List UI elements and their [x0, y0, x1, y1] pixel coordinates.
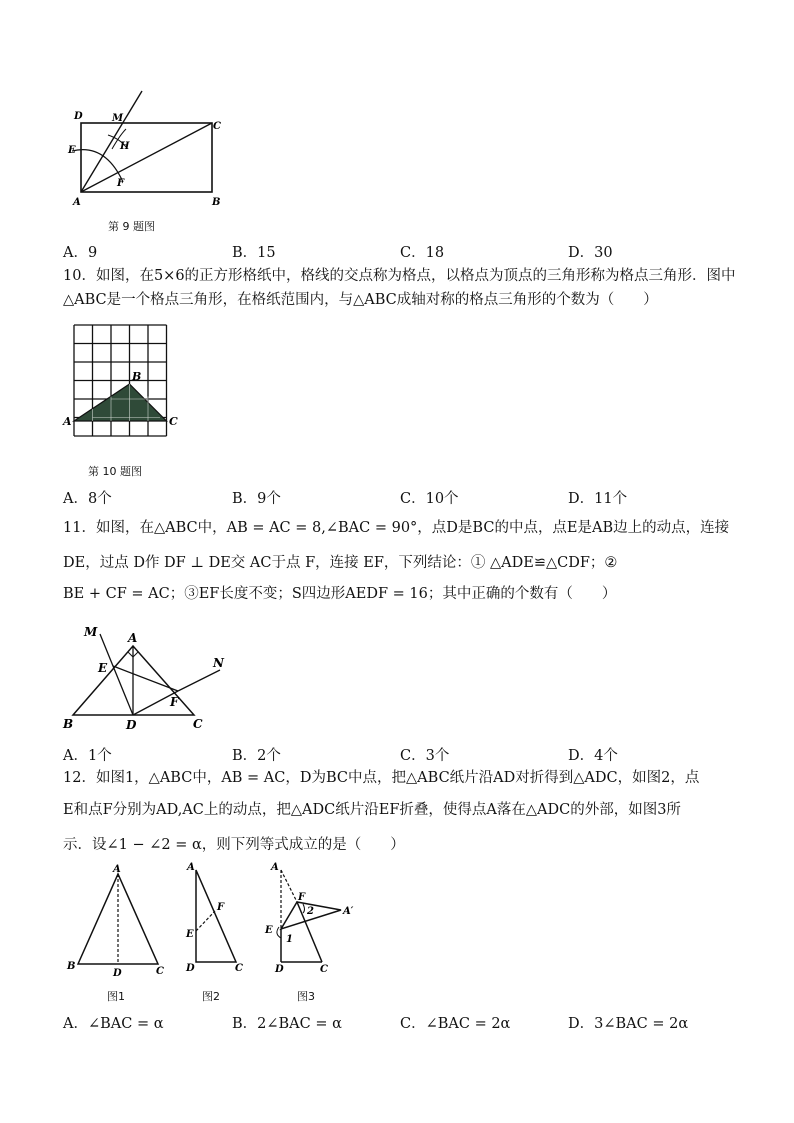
q11-text-line2: DE，过点 D作 DF ⊥ DE交 AC于点 F，连接 EF，下列结论：① △ADE≌△CDF；② — [63, 555, 618, 571]
q12-fig3-label-e: E — [265, 925, 273, 936]
q10-label-b: B — [132, 370, 142, 383]
q11-line-de — [113, 666, 133, 715]
q12-option-d: D．3∠BAC = 2α — [568, 1016, 689, 1032]
q12-figure-3 — [264, 862, 354, 975]
q11-label-d: D — [126, 718, 137, 732]
q12-fig2-label-d: D — [186, 963, 195, 974]
q12-text-line3: 示．设∠1 − ∠2 = α，则下列等式成立的是（ ） — [63, 837, 405, 853]
q12-fig3-label-1: 1 — [286, 934, 293, 945]
q9-ray-am — [81, 91, 142, 192]
q11-label-n: N — [213, 656, 224, 670]
q10-option-b: B．9个 — [232, 491, 281, 507]
q10-label-a: A — [63, 415, 72, 428]
q12-fig3-label-f: F — [298, 892, 306, 903]
q12-fig2-label-a: A — [187, 862, 195, 873]
q12-fig3-label-a: A — [271, 862, 279, 873]
q9-label-c: C — [213, 121, 221, 132]
q10-caption: 第 10 题图 — [88, 465, 142, 478]
q9-figure — [60, 85, 240, 210]
q11-option-d: D．4个 — [568, 748, 618, 764]
q12-fig3-label-c: C — [320, 964, 328, 975]
q12-fig2-label-f: F — [217, 902, 225, 913]
q12-fig3-label-2: 2 — [307, 906, 314, 917]
q11-label-e: E — [98, 661, 108, 675]
q12-fig1-label-d: D — [113, 968, 122, 979]
q11-figure — [60, 622, 240, 734]
q9-label-a: A — [73, 197, 81, 208]
q12-figure-2 — [185, 862, 243, 974]
q10-text-line2: △ABC是一个格点三角形，在格纸范围内，与△ABC成轴对称的格点三角形的个数为（ ） — [63, 292, 658, 308]
q12-fig3-dashed-af — [281, 870, 297, 902]
q10-grid-figure — [62, 322, 192, 442]
q12-option-c: C．∠BAC = 2α — [400, 1016, 511, 1032]
q9-option-a: A．9 — [63, 245, 98, 261]
q9-label-f: F — [117, 178, 125, 189]
q11-line-ef — [113, 666, 178, 691]
q9-label-m: M — [112, 113, 124, 124]
q9-label-d: D — [74, 111, 83, 122]
q9-label-b: B — [212, 197, 221, 208]
q9-caption: 第 9 题图 — [108, 220, 155, 233]
q11-label-c: C — [193, 717, 203, 731]
q9-option-d: D．30 — [568, 245, 613, 261]
q12-option-a: A．∠BAC = α — [63, 1016, 164, 1032]
q12-fig2-caption: 图2 — [202, 990, 220, 1003]
q11-label-f: F — [170, 695, 179, 709]
q9-diagonal-ac — [81, 123, 212, 192]
q12-fig3-label-d: D — [275, 964, 284, 975]
q11-label-a: A — [128, 631, 138, 645]
q12-fig1-label-a: A — [113, 864, 121, 875]
q12-fig3-angle-2-mark — [303, 904, 305, 913]
q12-fig1-caption: 图1 — [107, 990, 125, 1003]
q11-label-b: B — [63, 717, 74, 731]
q10-text-line1: 10．如图，在5×6的正方形格纸中，格线的交点称为格点，以格点为顶点的三角形称为格点三角形．图中 — [63, 268, 736, 284]
q12-text-line1: 12．如图1，△ABC中，AB = AC，D为BC中点，把△ABC纸片沿AD对折得到△ADC，如图2，点 — [63, 770, 700, 786]
q12-fig1-label-c: C — [156, 966, 164, 977]
q10-label-c: C — [169, 415, 178, 428]
q12-fig2-label-e: E — [186, 929, 194, 940]
q12-figure-1 — [66, 864, 164, 979]
q11-option-c: C．3个 — [400, 748, 450, 764]
q10-option-c: C．10个 — [400, 491, 459, 507]
q9-label-h: H — [120, 141, 130, 152]
q10-option-a: A．8个 — [63, 491, 112, 507]
q10-triangle-abc — [74, 384, 167, 421]
q11-text-line1: 11．如图，在△ABC中，AB = AC = 8,∠BAC = 90°，点D是BC的中点，点E是AB边上的动点，连接 — [63, 520, 730, 536]
q12-fig3-caption: 图3 — [297, 990, 315, 1003]
q12-option-b: B．2∠BAC = α — [232, 1016, 342, 1032]
q12-fig3-label-aprime: A′ — [343, 906, 354, 917]
q11-option-b: B．2个 — [232, 748, 281, 764]
q11-label-m: M — [84, 625, 98, 639]
q12-figures — [60, 858, 380, 1003]
q11-option-a: A．1个 — [63, 748, 112, 764]
q12-fig2-triangle-adc — [196, 870, 236, 962]
q12-text-line2: E和点F分别为AD,AC上的动点，把△ADC纸片沿EF折叠，使得点A落在△ADC的外部，如图3所 — [63, 802, 681, 818]
q12-fig2-fold-ef — [196, 911, 215, 931]
q10-option-d: D．11个 — [568, 491, 628, 507]
q11-text-line3: BE + CF = AC；③EF长度不变；S四边形AEDF = 16；其中正确的个数有（ ） — [63, 586, 617, 602]
q12-fig1-label-b: B — [67, 961, 76, 972]
q9-label-e: E — [68, 145, 76, 156]
q9-option-c: C．18 — [400, 245, 445, 261]
q12-fig2-label-c: C — [235, 963, 243, 974]
q11-line-fn — [178, 670, 220, 691]
q9-option-b: B．15 — [232, 245, 276, 261]
